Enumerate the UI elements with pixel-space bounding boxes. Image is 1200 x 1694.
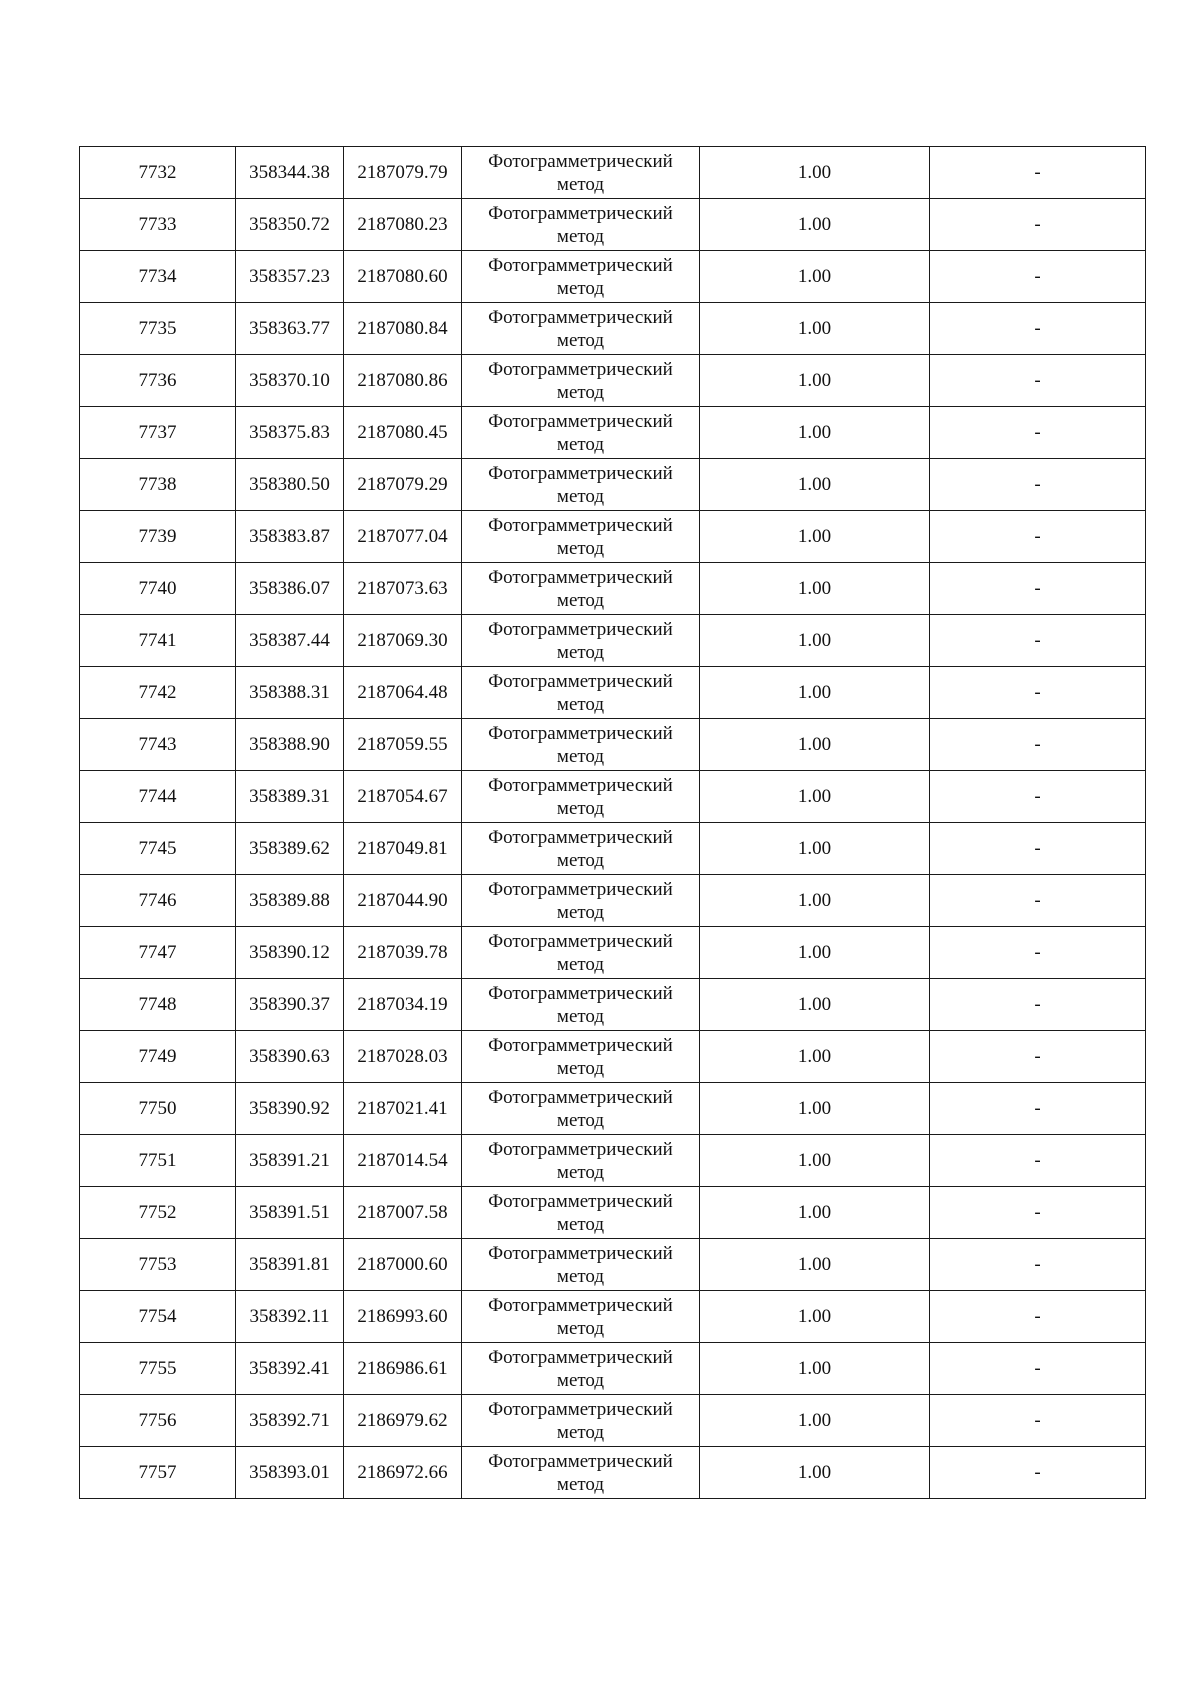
table-row (80, 147, 1146, 199)
method-line-1: Фотограмметрический (488, 1086, 673, 1108)
y-coordinate-cell: 2187054.67 (344, 771, 462, 823)
x-coordinate-cell: 358363.77 (236, 303, 344, 355)
accuracy-cell: 1.00 (700, 823, 930, 875)
method-cell (462, 875, 700, 927)
method-line-2: метод (556, 901, 605, 923)
note-cell: - (930, 563, 1146, 615)
method-line-1: Фотограмметрический (488, 826, 673, 848)
method-line-1: Фотограмметрический (488, 358, 673, 380)
x-coordinate-cell: 358380.50 (236, 459, 344, 511)
y-coordinate-cell: 2187021.41 (344, 1083, 462, 1135)
point-number-cell: 7732 (80, 147, 236, 199)
accuracy-cell: 1.00 (700, 459, 930, 511)
accuracy-cell: 1.00 (700, 355, 930, 407)
method-line-1: Фотограмметрический (488, 1346, 673, 1368)
method-line-2: метод (556, 1473, 605, 1495)
point-number-cell: 7734 (80, 251, 236, 303)
note-cell: - (930, 1031, 1146, 1083)
method-line-1: Фотограмметрический (488, 1242, 673, 1264)
method-line-2: метод (556, 381, 605, 403)
table-row (80, 719, 1146, 771)
note-cell: - (930, 1291, 1146, 1343)
note-cell: - (930, 251, 1146, 303)
method-line-1: Фотограмметрический (488, 410, 673, 432)
accuracy-cell: 1.00 (700, 1031, 930, 1083)
y-coordinate-cell: 2187049.81 (344, 823, 462, 875)
note-cell: - (930, 1447, 1146, 1499)
method-cell (462, 199, 700, 251)
note-cell: - (930, 927, 1146, 979)
note-cell: - (930, 667, 1146, 719)
point-number-cell: 7743 (80, 719, 236, 771)
note-cell: - (930, 1083, 1146, 1135)
point-number-cell: 7749 (80, 1031, 236, 1083)
accuracy-cell: 1.00 (700, 719, 930, 771)
x-coordinate-cell: 358391.51 (236, 1187, 344, 1239)
method-line-1: Фотограмметрический (488, 930, 673, 952)
y-coordinate-cell: 2187028.03 (344, 1031, 462, 1083)
method-cell (462, 1083, 700, 1135)
y-coordinate-cell: 2187069.30 (344, 615, 462, 667)
method-cell (462, 303, 700, 355)
method-line-2: метод (556, 1421, 605, 1443)
x-coordinate-cell: 358344.38 (236, 147, 344, 199)
coordinates-table (79, 146, 1146, 1499)
table-row (80, 355, 1146, 407)
y-coordinate-cell: 2187080.23 (344, 199, 462, 251)
note-cell: - (930, 199, 1146, 251)
method-line-1: Фотограмметрический (488, 462, 673, 484)
table-row (80, 1187, 1146, 1239)
method-cell (462, 251, 700, 303)
point-number-cell: 7742 (80, 667, 236, 719)
x-coordinate-cell: 358391.81 (236, 1239, 344, 1291)
point-number-cell: 7736 (80, 355, 236, 407)
method-line-1: Фотограмметрический (488, 514, 673, 536)
point-number-cell: 7745 (80, 823, 236, 875)
table-row (80, 979, 1146, 1031)
note-cell: - (930, 303, 1146, 355)
x-coordinate-cell: 358375.83 (236, 407, 344, 459)
accuracy-cell: 1.00 (700, 1343, 930, 1395)
method-line-2: метод (556, 745, 605, 767)
point-number-cell: 7752 (80, 1187, 236, 1239)
method-cell (462, 355, 700, 407)
method-line-1: Фотограмметрический (488, 1034, 673, 1056)
table-row (80, 199, 1146, 251)
y-coordinate-cell: 2187080.45 (344, 407, 462, 459)
x-coordinate-cell: 358389.31 (236, 771, 344, 823)
method-line-2: метод (556, 225, 605, 247)
point-number-cell: 7754 (80, 1291, 236, 1343)
note-cell: - (930, 147, 1146, 199)
x-coordinate-cell: 358388.90 (236, 719, 344, 771)
accuracy-cell: 1.00 (700, 511, 930, 563)
y-coordinate-cell: 2187080.86 (344, 355, 462, 407)
method-line-1: Фотограмметрический (488, 878, 673, 900)
x-coordinate-cell: 358390.12 (236, 927, 344, 979)
note-cell: - (930, 1187, 1146, 1239)
y-coordinate-cell: 2187007.58 (344, 1187, 462, 1239)
method-line-2: метод (556, 537, 605, 559)
note-cell: - (930, 1239, 1146, 1291)
accuracy-cell: 1.00 (700, 1083, 930, 1135)
table-row (80, 615, 1146, 667)
point-number-cell: 7735 (80, 303, 236, 355)
method-cell (462, 1291, 700, 1343)
x-coordinate-cell: 358390.92 (236, 1083, 344, 1135)
method-cell (462, 147, 700, 199)
accuracy-cell: 1.00 (700, 407, 930, 459)
x-coordinate-cell: 358390.63 (236, 1031, 344, 1083)
y-coordinate-cell: 2187077.04 (344, 511, 462, 563)
method-line-1: Фотограмметрический (488, 1398, 673, 1420)
x-coordinate-cell: 358387.44 (236, 615, 344, 667)
note-cell: - (930, 615, 1146, 667)
y-coordinate-cell: 2187000.60 (344, 1239, 462, 1291)
x-coordinate-cell: 358389.88 (236, 875, 344, 927)
method-cell (462, 927, 700, 979)
y-coordinate-cell: 2186979.62 (344, 1395, 462, 1447)
y-coordinate-cell: 2186986.61 (344, 1343, 462, 1395)
y-coordinate-cell: 2187079.29 (344, 459, 462, 511)
x-coordinate-cell: 358392.41 (236, 1343, 344, 1395)
method-line-2: метод (556, 589, 605, 611)
table-row (80, 459, 1146, 511)
point-number-cell: 7747 (80, 927, 236, 979)
method-line-2: метод (556, 277, 605, 299)
table-row (80, 1239, 1146, 1291)
accuracy-cell: 1.00 (700, 1395, 930, 1447)
point-number-cell: 7744 (80, 771, 236, 823)
method-cell (462, 1395, 700, 1447)
table-row (80, 1343, 1146, 1395)
table-row (80, 927, 1146, 979)
method-line-2: метод (556, 953, 605, 975)
note-cell: - (930, 355, 1146, 407)
table-row (80, 251, 1146, 303)
table-row (80, 303, 1146, 355)
method-cell (462, 1239, 700, 1291)
x-coordinate-cell: 358383.87 (236, 511, 344, 563)
accuracy-cell: 1.00 (700, 1239, 930, 1291)
point-number-cell: 7757 (80, 1447, 236, 1499)
x-coordinate-cell: 358370.10 (236, 355, 344, 407)
method-cell (462, 823, 700, 875)
note-cell: - (930, 1395, 1146, 1447)
note-cell: - (930, 1135, 1146, 1187)
accuracy-cell: 1.00 (700, 563, 930, 615)
method-line-2: метод (556, 797, 605, 819)
table-row (80, 1395, 1146, 1447)
note-cell: - (930, 407, 1146, 459)
method-line-1: Фотограмметрический (488, 1294, 673, 1316)
method-line-1: Фотограмметрический (488, 1138, 673, 1160)
point-number-cell: 7739 (80, 511, 236, 563)
note-cell: - (930, 459, 1146, 511)
method-cell (462, 1343, 700, 1395)
x-coordinate-cell: 358390.37 (236, 979, 344, 1031)
accuracy-cell: 1.00 (700, 251, 930, 303)
accuracy-cell: 1.00 (700, 875, 930, 927)
accuracy-cell: 1.00 (700, 771, 930, 823)
y-coordinate-cell: 2187080.60 (344, 251, 462, 303)
x-coordinate-cell: 358393.01 (236, 1447, 344, 1499)
x-coordinate-cell: 358389.62 (236, 823, 344, 875)
point-number-cell: 7748 (80, 979, 236, 1031)
note-cell: - (930, 771, 1146, 823)
point-number-cell: 7756 (80, 1395, 236, 1447)
method-cell (462, 719, 700, 771)
accuracy-cell: 1.00 (700, 147, 930, 199)
method-cell (462, 1447, 700, 1499)
method-line-1: Фотограмметрический (488, 1190, 673, 1212)
method-line-2: метод (556, 693, 605, 715)
method-line-1: Фотограмметрический (488, 722, 673, 744)
y-coordinate-cell: 2187044.90 (344, 875, 462, 927)
method-line-1: Фотограмметрический (488, 1450, 673, 1472)
method-cell (462, 979, 700, 1031)
accuracy-cell: 1.00 (700, 615, 930, 667)
table-row (80, 1291, 1146, 1343)
note-cell: - (930, 719, 1146, 771)
x-coordinate-cell: 358386.07 (236, 563, 344, 615)
accuracy-cell: 1.00 (700, 1291, 930, 1343)
note-cell: - (930, 511, 1146, 563)
x-coordinate-cell: 358350.72 (236, 199, 344, 251)
method-line-2: метод (556, 1369, 605, 1391)
point-number-cell: 7733 (80, 199, 236, 251)
accuracy-cell: 1.00 (700, 199, 930, 251)
y-coordinate-cell: 2187079.79 (344, 147, 462, 199)
accuracy-cell: 1.00 (700, 667, 930, 719)
method-line-2: метод (556, 849, 605, 871)
method-line-1: Фотограмметрический (488, 202, 673, 224)
method-line-1: Фотограмметрический (488, 566, 673, 588)
point-number-cell: 7740 (80, 563, 236, 615)
method-line-2: метод (556, 1265, 605, 1287)
table-row (80, 875, 1146, 927)
point-number-cell: 7746 (80, 875, 236, 927)
point-number-cell: 7753 (80, 1239, 236, 1291)
accuracy-cell: 1.00 (700, 303, 930, 355)
method-line-2: метод (556, 433, 605, 455)
point-number-cell: 7750 (80, 1083, 236, 1135)
method-line-2: метод (556, 1057, 605, 1079)
y-coordinate-cell: 2187039.78 (344, 927, 462, 979)
method-line-1: Фотограмметрический (488, 618, 673, 640)
y-coordinate-cell: 2186993.60 (344, 1291, 462, 1343)
y-coordinate-cell: 2187014.54 (344, 1135, 462, 1187)
method-line-2: метод (556, 173, 605, 195)
table-row (80, 823, 1146, 875)
method-cell (462, 1187, 700, 1239)
method-cell (462, 459, 700, 511)
y-coordinate-cell: 2187034.19 (344, 979, 462, 1031)
method-line-1: Фотограмметрический (488, 150, 673, 172)
table-row (80, 1031, 1146, 1083)
method-cell (462, 1135, 700, 1187)
point-number-cell: 7737 (80, 407, 236, 459)
note-cell: - (930, 875, 1146, 927)
x-coordinate-cell: 358388.31 (236, 667, 344, 719)
method-line-2: метод (556, 1005, 605, 1027)
method-line-1: Фотограмметрический (488, 774, 673, 796)
method-line-2: метод (556, 641, 605, 663)
accuracy-cell: 1.00 (700, 927, 930, 979)
point-number-cell: 7741 (80, 615, 236, 667)
table-row (80, 667, 1146, 719)
method-cell (462, 615, 700, 667)
method-line-2: метод (556, 1109, 605, 1131)
y-coordinate-cell: 2186972.66 (344, 1447, 462, 1499)
method-cell (462, 667, 700, 719)
note-cell: - (930, 979, 1146, 1031)
note-cell: - (930, 1343, 1146, 1395)
method-line-2: метод (556, 1213, 605, 1235)
table-row (80, 1083, 1146, 1135)
point-number-cell: 7755 (80, 1343, 236, 1395)
y-coordinate-cell: 2187059.55 (344, 719, 462, 771)
table-row (80, 1447, 1146, 1499)
method-line-1: Фотограмметрический (488, 306, 673, 328)
x-coordinate-cell: 358392.71 (236, 1395, 344, 1447)
method-line-2: метод (556, 1161, 605, 1183)
x-coordinate-cell: 358357.23 (236, 251, 344, 303)
method-cell (462, 407, 700, 459)
method-line-1: Фотограмметрический (488, 670, 673, 692)
accuracy-cell: 1.00 (700, 979, 930, 1031)
accuracy-cell: 1.00 (700, 1187, 930, 1239)
table-row (80, 563, 1146, 615)
method-cell (462, 771, 700, 823)
x-coordinate-cell: 358392.11 (236, 1291, 344, 1343)
y-coordinate-cell: 2187080.84 (344, 303, 462, 355)
method-line-1: Фотограмметрический (488, 254, 673, 276)
method-line-2: метод (556, 1317, 605, 1339)
method-line-2: метод (556, 329, 605, 351)
x-coordinate-cell: 358391.21 (236, 1135, 344, 1187)
accuracy-cell: 1.00 (700, 1447, 930, 1499)
method-cell (462, 511, 700, 563)
point-number-cell: 7751 (80, 1135, 236, 1187)
coordinates-table-body (80, 147, 1146, 1499)
method-line-1: Фотограмметрический (488, 982, 673, 1004)
point-number-cell: 7738 (80, 459, 236, 511)
table-row (80, 1135, 1146, 1187)
method-line-2: метод (556, 485, 605, 507)
y-coordinate-cell: 2187064.48 (344, 667, 462, 719)
y-coordinate-cell: 2187073.63 (344, 563, 462, 615)
table-row (80, 407, 1146, 459)
note-cell: - (930, 823, 1146, 875)
table-row (80, 511, 1146, 563)
accuracy-cell: 1.00 (700, 1135, 930, 1187)
method-cell (462, 1031, 700, 1083)
method-cell (462, 563, 700, 615)
table-row (80, 771, 1146, 823)
